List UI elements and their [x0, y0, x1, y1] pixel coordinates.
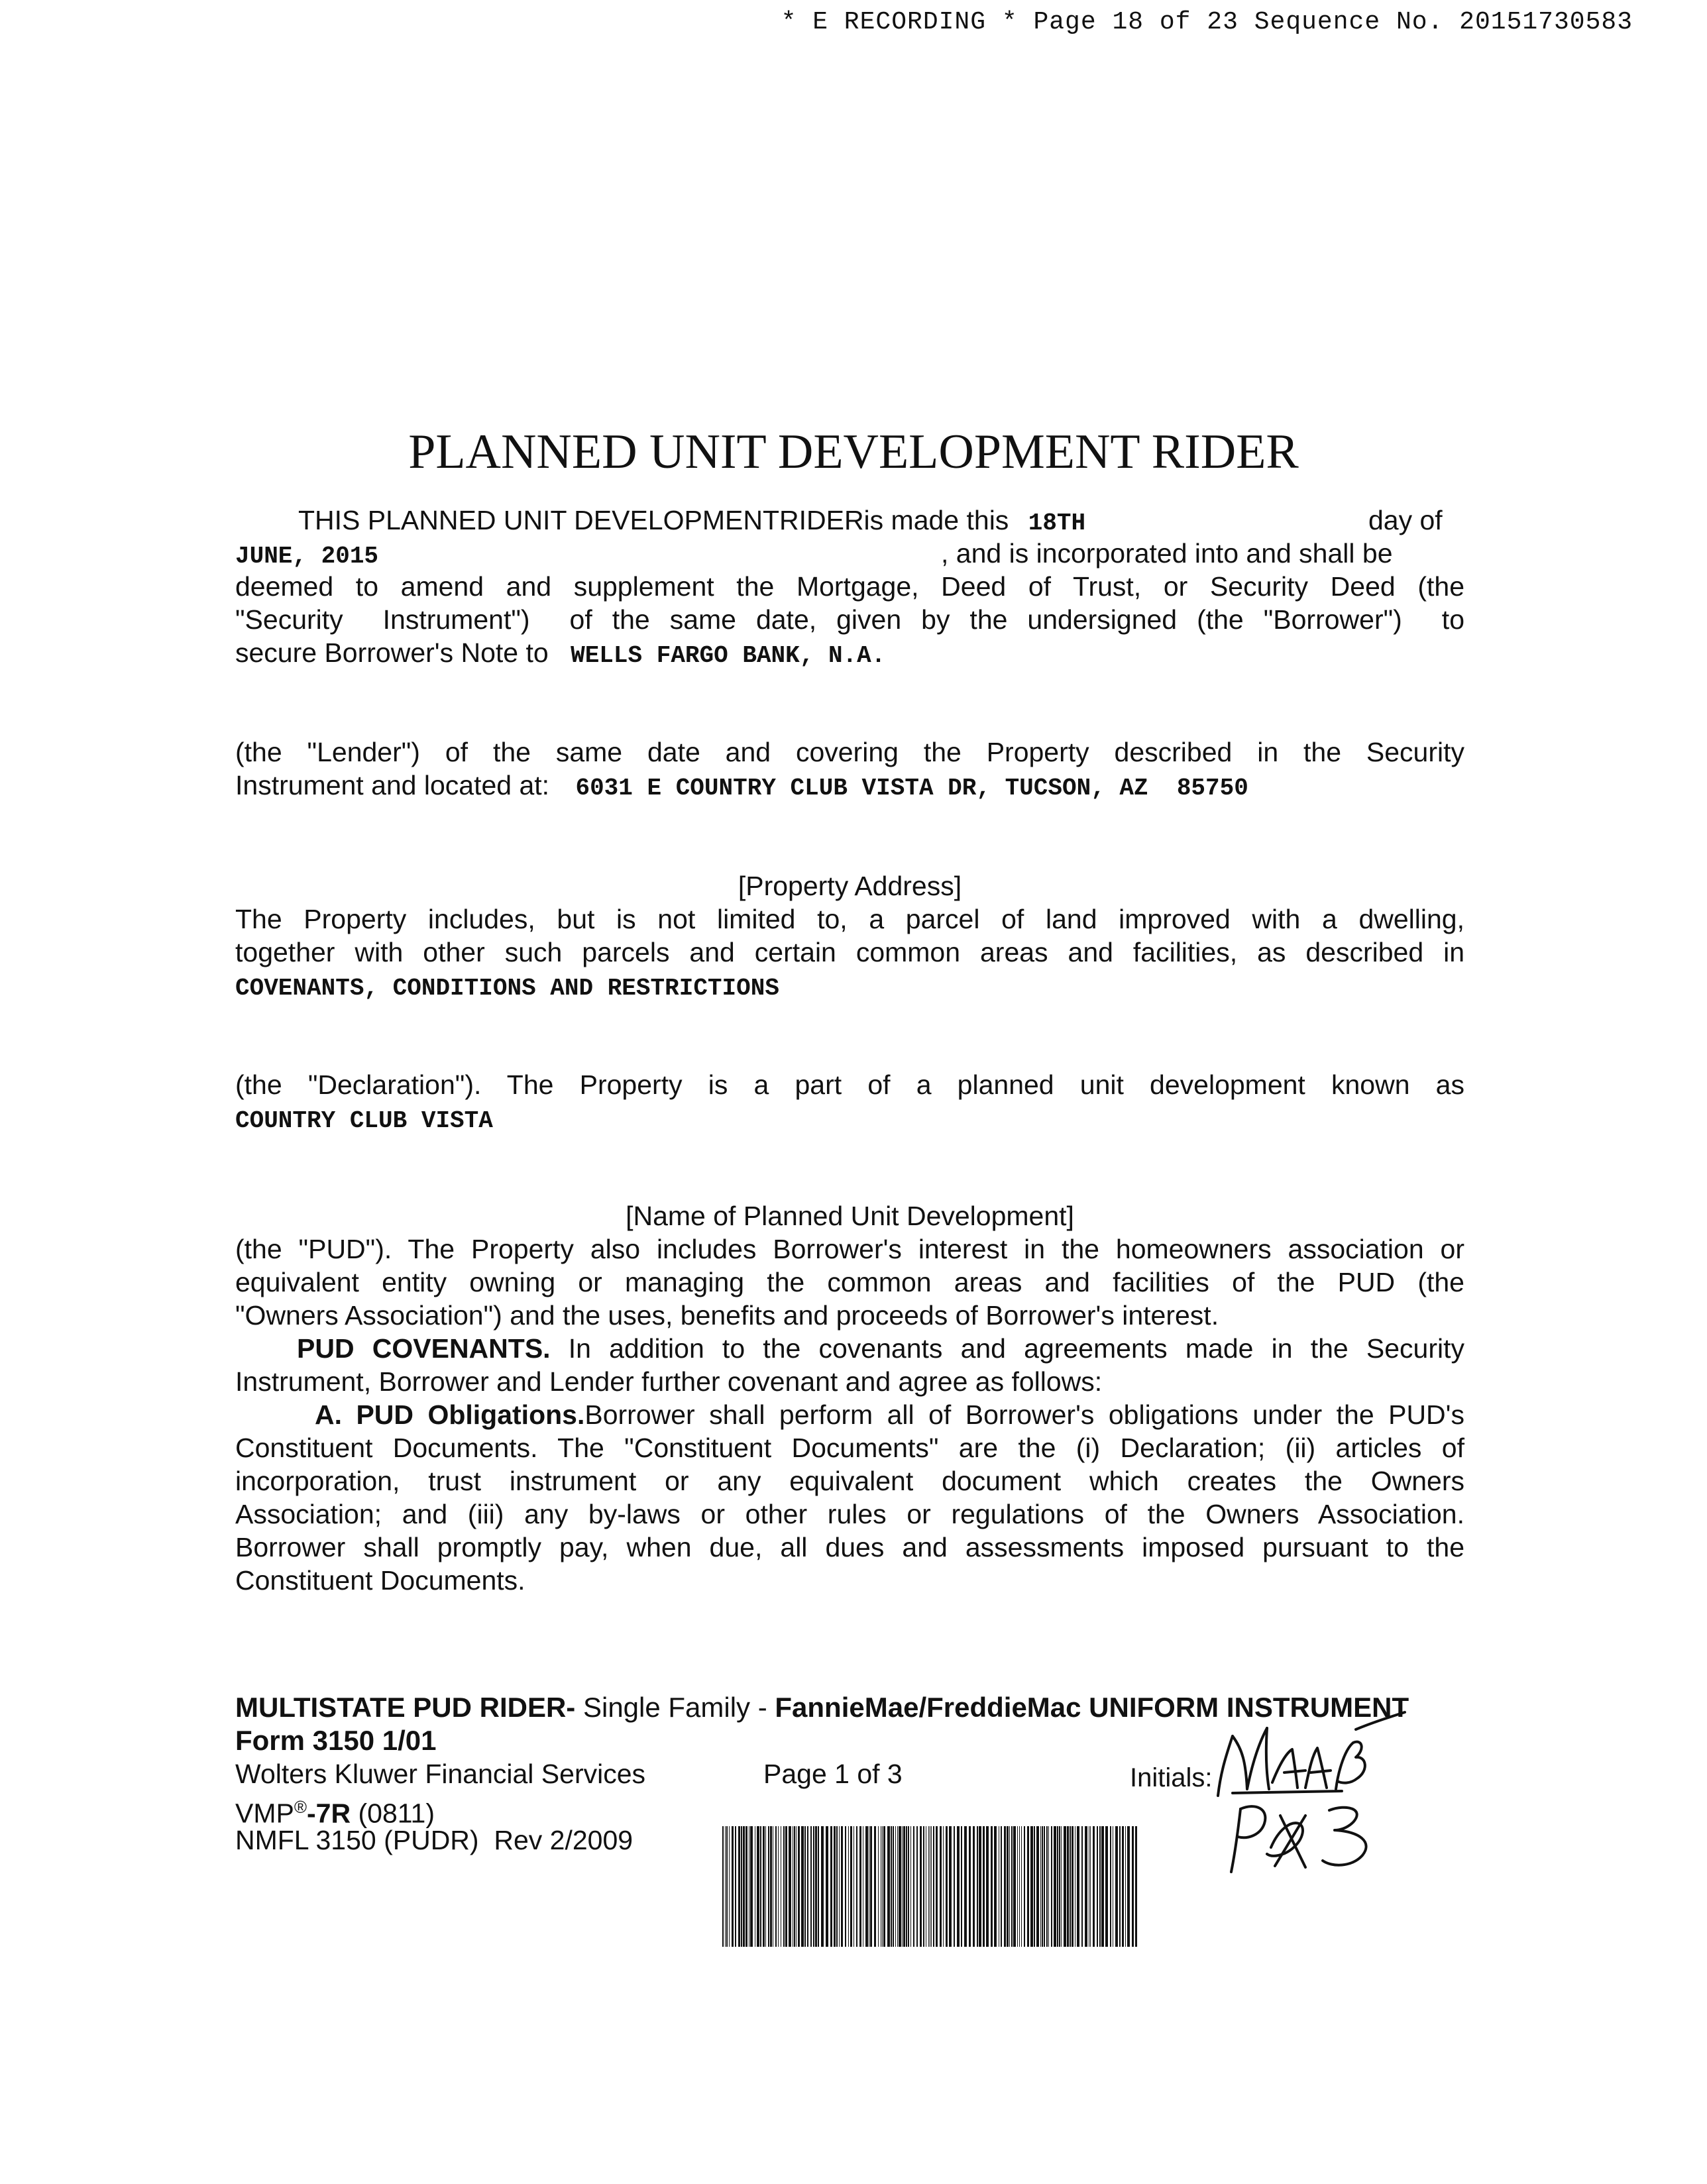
- barcode-bar: [946, 1826, 948, 1947]
- barcode-bar: [741, 1826, 742, 1947]
- pud-line-3: "Owners Association") and the uses, benefits and proceeds of Borrower's interest.: [235, 1300, 1219, 1331]
- intro-line-4: "Security Instrument") of the same date, given by the undersigned (the "Borrower") to: [235, 604, 1464, 635]
- barcode-bar: [1090, 1826, 1091, 1947]
- barcode-bar: [893, 1826, 894, 1947]
- initials-signature: [1206, 1710, 1411, 1882]
- barcode-bar: [1105, 1826, 1108, 1947]
- barcode-bar: [798, 1826, 800, 1947]
- barcode-bar: [778, 1826, 779, 1947]
- covenants-line-1: [297, 1332, 1464, 1365]
- barcode-bar: [936, 1826, 938, 1947]
- barcode-bar: [836, 1826, 838, 1947]
- barcode-bar: [1081, 1826, 1083, 1947]
- barcode-bar: [1070, 1826, 1071, 1947]
- barcode-bar: [865, 1826, 868, 1947]
- barcode-bar: [765, 1826, 766, 1947]
- form-title-uniform: FannieMae/FreddieMac UNIFORM INSTRUMENT: [775, 1692, 1409, 1723]
- barcode-bar: [878, 1826, 879, 1947]
- lender-field: WELLS FARGO BANK, N.A.: [571, 642, 886, 669]
- barcode-bar: [1072, 1826, 1074, 1947]
- barcode-bar: [1021, 1826, 1022, 1947]
- barcode-bar: [818, 1826, 819, 1947]
- barcode-bar: [738, 1826, 740, 1947]
- barcode-bar: [961, 1826, 962, 1947]
- barcode-bar: [853, 1826, 854, 1947]
- barcode-bar: [943, 1826, 944, 1947]
- barcode-bar: [931, 1826, 932, 1947]
- barcode-bar: [1034, 1826, 1035, 1947]
- barcode-bar: [743, 1826, 745, 1947]
- barcode-bar: [969, 1826, 971, 1947]
- barcode-bar: [745, 1826, 747, 1947]
- barcode-bar: [722, 1826, 724, 1947]
- barcode-bar: [1040, 1826, 1041, 1947]
- barcode-bar: [949, 1826, 952, 1947]
- barcode-bar: [1057, 1826, 1058, 1947]
- covenants-line-2: Instrument, Borrower and Lender further covenant and agree as follows:: [235, 1366, 1103, 1397]
- barcode-bar: [1048, 1826, 1049, 1947]
- property-address-caption: [Property Address]: [738, 871, 962, 901]
- barcode-bar: [813, 1826, 814, 1947]
- day-of-label: day of: [1368, 505, 1443, 535]
- barcode-bar: [979, 1826, 981, 1947]
- form-title-family: Single Family -: [582, 1692, 767, 1723]
- barcode-bar: [977, 1826, 978, 1947]
- pud-line-2: equivalent entity owning or managing the common areas and facilities of the PUD (the: [235, 1267, 1464, 1297]
- day-field: 18TH: [1028, 510, 1086, 537]
- barcode-bar: [1132, 1826, 1134, 1947]
- barcode-bar: [841, 1826, 843, 1947]
- vmp-suffix: -7R: [307, 1798, 351, 1829]
- note-to-text: secure Borrower's Note to: [235, 637, 549, 668]
- initials-label: Initials:: [1130, 1763, 1213, 1792]
- lender-line-2: [235, 769, 1248, 805]
- barcode-bar: [1019, 1826, 1020, 1947]
- barcode-bar: [1059, 1826, 1060, 1947]
- barcode-bar: [845, 1826, 846, 1947]
- barcode-bar: [1001, 1826, 1002, 1947]
- barcode-bar: [940, 1826, 942, 1947]
- barcode-bar: [983, 1826, 985, 1947]
- form-number: Form 3150 1/01: [235, 1725, 437, 1756]
- lender-line-1: (the "Lender") of the same date and covering the Property described in the Security: [235, 737, 1464, 767]
- barcode-bar: [848, 1826, 849, 1947]
- nmfl-code: NMFL 3150 (PUDR) Rev 2/2009: [235, 1825, 633, 1855]
- barcode-bar: [1125, 1826, 1126, 1947]
- barcode-bar: [1046, 1826, 1048, 1947]
- barcode-bar: [757, 1826, 759, 1947]
- located-at-text: Instrument and located at:: [235, 770, 550, 800]
- section-a-heading: A. PUD Obligations.: [315, 1399, 585, 1430]
- section-a-line-3: incorporation, trust instrument or any equivalent document which creates the Owners: [235, 1466, 1464, 1496]
- barcode-bar: [1009, 1826, 1010, 1947]
- barcode-bar: [1061, 1826, 1062, 1947]
- barcode-bar: [902, 1826, 903, 1947]
- barcode-bar: [870, 1826, 872, 1947]
- barcode-bar: [964, 1826, 967, 1947]
- barcode-bar: [796, 1826, 797, 1947]
- barcode-bar: [770, 1826, 772, 1947]
- barcode-bar: [1054, 1826, 1056, 1947]
- barcode-bar: [810, 1826, 812, 1947]
- intro-line-5: [235, 636, 885, 673]
- barcode-bar: [729, 1826, 730, 1947]
- barcode-bar: [760, 1826, 761, 1947]
- pud-name-field: COUNTRY CLUB VISTA: [235, 1107, 493, 1134]
- barcode-bar: [874, 1826, 876, 1947]
- barcode-bar: [1051, 1826, 1052, 1947]
- barcode-bar: [899, 1826, 901, 1947]
- barcode-bar: [1036, 1826, 1039, 1947]
- barcode-bar: [1004, 1826, 1006, 1947]
- barcode-bar: [725, 1826, 726, 1947]
- barcode-bar: [1030, 1826, 1033, 1947]
- barcode-bar: [834, 1826, 836, 1947]
- barcode-bar: [815, 1826, 817, 1947]
- form-title-main: MULTISTATE PUD RIDER-: [235, 1692, 576, 1723]
- barcode-bar: [895, 1826, 896, 1947]
- barcode-bar: [775, 1826, 777, 1947]
- barcode-bar: [1135, 1826, 1137, 1947]
- barcode-bar: [859, 1826, 861, 1947]
- barcode-bar: [830, 1826, 832, 1947]
- barcode-bar: [807, 1826, 808, 1947]
- barcode-bar: [1119, 1826, 1121, 1947]
- intro-line-1: [298, 504, 1085, 540]
- barcode-bar: [916, 1826, 918, 1947]
- barcode-bar: [735, 1826, 736, 1947]
- barcode-bar: [804, 1826, 806, 1947]
- barcode-bar: [1085, 1826, 1087, 1947]
- page-title: PLANNED UNIT DEVELOPMENT RIDER: [408, 425, 1299, 479]
- property-line-1: The Property includes, but is not limited to, a parcel of land improved with a dwelling,: [235, 904, 1464, 934]
- barcode-bar: [732, 1826, 734, 1947]
- declaration-field: COVENANTS, CONDITIONS AND RESTRICTIONS: [235, 975, 779, 1002]
- pud-name-caption: [Name of Planned Unit Development]: [626, 1201, 1074, 1231]
- intro-text: THIS PLANNED UNIT DEVELOPMENTRIDERis made this: [298, 505, 1009, 535]
- barcode-bar: [908, 1826, 909, 1947]
- covenants-text: In addition to the covenants and agreements made in the Security: [568, 1333, 1464, 1364]
- barcode-bar: [991, 1826, 993, 1947]
- section-a-line-5: Borrower shall promptly pay, when due, all dues and assessments imposed pursuant to the: [235, 1532, 1464, 1562]
- barcode-bar: [882, 1826, 883, 1947]
- barcode-bar: [910, 1826, 911, 1947]
- intro-line-3: deemed to amend and supplement the Mortgage, Deed of Trust, or Security Deed (the: [235, 571, 1464, 602]
- barcode-bar: [783, 1826, 785, 1947]
- barcode-bar: [913, 1826, 914, 1947]
- barcode: [721, 1826, 1140, 1947]
- barcode-bar: [1013, 1826, 1016, 1947]
- barcode-bar: [1101, 1826, 1104, 1947]
- vmp-reg-mark: ®: [294, 1797, 307, 1817]
- barcode-bar: [768, 1826, 769, 1947]
- barcode-bar: [1007, 1826, 1009, 1947]
- barcode-bar: [1017, 1826, 1018, 1947]
- barcode-bar: [1027, 1826, 1029, 1947]
- barcode-bar: [1011, 1826, 1013, 1947]
- barcode-bar: [1093, 1826, 1095, 1947]
- barcode-bar: [1077, 1826, 1079, 1947]
- barcode-bar: [891, 1826, 892, 1947]
- barcode-bar: [1044, 1826, 1045, 1947]
- section-a-line-2: Constituent Documents. The "Constituent Documents" are the (i) Declaration; (ii) articles of: [235, 1433, 1464, 1463]
- barcode-bar: [789, 1826, 791, 1947]
- barcode-bar: [928, 1826, 929, 1947]
- barcode-bar: [1024, 1826, 1025, 1947]
- barcode-bar: [726, 1826, 728, 1947]
- incorporated-text: , and is incorporated into and shall be: [941, 538, 1393, 569]
- pud-line-1: (the "PUD"). The Property also includes Borrower's interest in the homeowners association or: [235, 1234, 1464, 1264]
- covenants-heading: PUD COVENANTS.: [297, 1333, 551, 1364]
- barcode-bar: [839, 1826, 840, 1947]
- section-a-line-4: Association; and (iii) any by-laws or other rules or regulations of the Owners Association.: [235, 1499, 1464, 1529]
- barcode-bar: [883, 1826, 885, 1947]
- barcode-bar: [1127, 1826, 1130, 1947]
- barcode-bar: [1067, 1826, 1069, 1947]
- barcode-bar: [887, 1826, 890, 1947]
- section-a-line-1: [315, 1398, 1464, 1431]
- barcode-bar: [1099, 1826, 1101, 1947]
- barcode-bar: [1110, 1826, 1111, 1947]
- barcode-bar: [1042, 1826, 1043, 1947]
- section-a-text: Borrower shall perform all of Borrower's obligations under the PUD's: [584, 1399, 1464, 1430]
- barcode-bar: [906, 1826, 907, 1947]
- property-line-2: together with other such parcels and certain common areas and facilities, as described in: [235, 937, 1464, 967]
- barcode-bar: [763, 1826, 765, 1947]
- barcode-bar: [986, 1826, 989, 1947]
- barcode-bar: [923, 1826, 924, 1947]
- month-year-field: JUNE, 2015: [235, 543, 379, 570]
- barcode-bar: [954, 1826, 955, 1947]
- barcode-bar: [794, 1826, 795, 1947]
- barcode-bar: [903, 1826, 905, 1947]
- barcode-bar: [801, 1826, 804, 1947]
- barcode-bar: [897, 1826, 898, 1947]
- property-address-field: 6031 E COUNTRY CLUB VISTA DR, TUCSON, AZ 85750: [575, 775, 1248, 802]
- vmp-date: (0811): [358, 1798, 435, 1829]
- barcode-bar: [1064, 1826, 1066, 1947]
- barcode-bar: [850, 1826, 852, 1947]
- page-number: Page 1 of 3: [763, 1759, 903, 1789]
- barcode-bar: [750, 1826, 753, 1947]
- barcode-bar: [933, 1826, 934, 1947]
- recording-stamp: * E RECORDING * Page 18 of 23 Sequence No. 20151730583: [781, 8, 1633, 36]
- barcode-bar: [785, 1826, 787, 1947]
- barcode-bar: [1115, 1826, 1118, 1947]
- barcode-bar: [957, 1826, 960, 1947]
- barcode-bar: [920, 1826, 922, 1947]
- barcode-bar: [973, 1826, 975, 1947]
- barcode-bar: [856, 1826, 857, 1947]
- publisher: Wolters Kluwer Financial Services: [235, 1759, 646, 1789]
- barcode-bar: [1122, 1826, 1124, 1947]
- barcode-bar: [821, 1826, 824, 1947]
- vmp-label: VMP: [235, 1798, 294, 1829]
- section-a-line-6: Constituent Documents.: [235, 1565, 525, 1596]
- barcode-bar: [1097, 1826, 1098, 1947]
- barcode-bar: [826, 1826, 828, 1947]
- barcode-bar: [994, 1826, 997, 1947]
- declaration-line-1: (the "Declaration"). The Property is a part of a planned unit development known as: [235, 1069, 1464, 1100]
